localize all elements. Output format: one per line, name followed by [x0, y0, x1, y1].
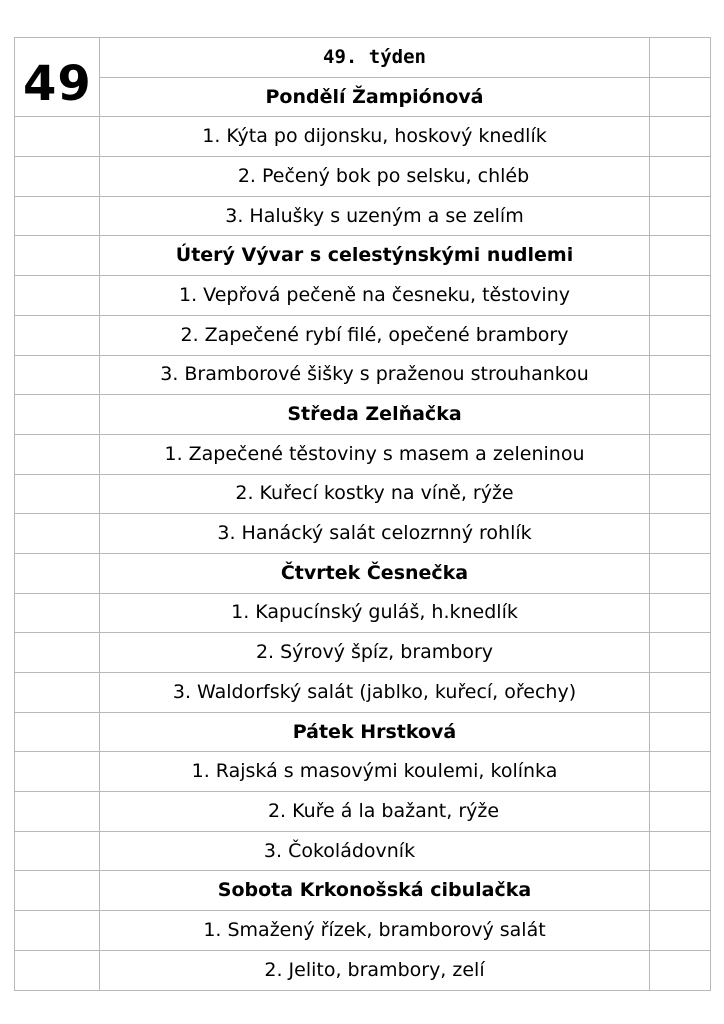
day-header-saturday: Sobota Krkonošská cibulačka — [100, 871, 650, 911]
day-header-monday: Pondělí Žampiónová — [100, 77, 650, 117]
week-number: 49 — [23, 56, 92, 112]
table-row — [15, 395, 711, 435]
menu-item: 2. Zapečené rybí filé, opečené brambory — [100, 315, 650, 355]
table-row — [15, 673, 711, 713]
empty-cell — [650, 38, 711, 78]
menu-item-cell — [100, 792, 650, 832]
empty-cell — [15, 712, 100, 752]
empty-cell — [15, 673, 100, 713]
empty-cell — [15, 633, 100, 673]
table-row — [15, 553, 711, 593]
empty-cell — [650, 395, 711, 435]
table-row — [15, 77, 711, 117]
table-row — [15, 434, 711, 474]
empty-cell — [15, 752, 100, 792]
empty-cell — [650, 117, 711, 157]
table-row — [15, 38, 711, 78]
menu-item: 1. Kýta po dijonsku, hoskový knedlík — [100, 117, 650, 157]
table-row — [15, 355, 711, 395]
empty-cell — [650, 276, 711, 316]
table-row — [15, 236, 711, 276]
table-row — [15, 276, 711, 316]
empty-cell — [650, 355, 711, 395]
empty-cell — [15, 315, 100, 355]
empty-cell — [650, 831, 711, 871]
empty-cell — [15, 434, 100, 474]
empty-cell — [650, 157, 711, 197]
empty-cell — [650, 633, 711, 673]
table-row — [15, 474, 711, 514]
table-row — [15, 593, 711, 633]
week-number-cell — [15, 38, 100, 117]
table-row — [15, 712, 711, 752]
menu-item: 2. Sýrový špíz, brambory — [100, 633, 650, 673]
menu-item-cell — [100, 831, 650, 871]
day-header-friday: Pátek Hrstková — [100, 712, 650, 752]
empty-cell — [650, 752, 711, 792]
empty-cell — [650, 792, 711, 832]
table-row — [15, 117, 711, 157]
menu-item: 2. Kuře á la bažant, rýže — [267, 799, 500, 822]
empty-cell — [15, 950, 100, 990]
menu-item: 1. Kapucínský guláš, h.knedlík — [100, 593, 650, 633]
empty-cell — [15, 831, 100, 871]
table-row — [15, 315, 711, 355]
empty-cell — [650, 553, 711, 593]
empty-cell — [15, 196, 100, 236]
empty-cell — [15, 157, 100, 197]
empty-cell — [650, 871, 711, 911]
empty-cell — [15, 514, 100, 554]
empty-cell — [15, 593, 100, 633]
menu-item-cell — [100, 157, 650, 197]
empty-cell — [650, 474, 711, 514]
empty-cell — [650, 950, 711, 990]
menu-item: 3. Bramborové šišky s praženou strouhankou — [100, 355, 650, 395]
table-row — [15, 911, 711, 951]
week-title: 49. týden — [100, 38, 650, 78]
day-header-wednesday: Středa Zelňačka — [100, 395, 650, 435]
menu-item: 3. Čokoládovník — [263, 839, 416, 862]
empty-cell — [15, 553, 100, 593]
empty-cell — [15, 792, 100, 832]
table-row — [15, 950, 711, 990]
empty-cell — [15, 355, 100, 395]
empty-cell — [650, 673, 711, 713]
empty-cell — [650, 434, 711, 474]
empty-cell — [15, 911, 100, 951]
menu-item: 3. Waldorfský salát (jablko, kuřecí, ořechy) — [100, 673, 650, 713]
table-row — [15, 871, 711, 911]
menu-item: 1. Vepřová pečeně na česneku, těstoviny — [100, 276, 650, 316]
table-row — [15, 831, 711, 871]
menu-item: 2. Pečený bok po selsku, chléb — [237, 164, 530, 187]
table-row — [15, 633, 711, 673]
empty-cell — [650, 911, 711, 951]
weekly-menu-table — [14, 37, 711, 991]
empty-cell — [650, 77, 711, 117]
empty-cell — [650, 593, 711, 633]
empty-cell — [650, 514, 711, 554]
menu-item: 2. Jelito, brambory, zelí — [100, 950, 650, 990]
day-header-thursday: Čtvrtek Česnečka — [100, 553, 650, 593]
menu-item: 1. Zapečené těstoviny s masem a zeleninou — [100, 434, 650, 474]
menu-item: 1. Smažený řízek, bramborový salát — [100, 911, 650, 951]
menu-item: 1. Rajská s masovými koulemi, kolínka — [100, 752, 650, 792]
empty-cell — [650, 712, 711, 752]
table-row — [15, 514, 711, 554]
empty-cell — [15, 871, 100, 911]
table-row — [15, 752, 711, 792]
menu-item: 3. Hanácký salát celozrnný rohlík — [100, 514, 650, 554]
empty-cell — [15, 474, 100, 514]
empty-cell — [650, 196, 711, 236]
menu-item: 2. Kuřecí kostky na víně, rýže — [100, 474, 650, 514]
table-row — [15, 196, 711, 236]
empty-cell — [15, 236, 100, 276]
empty-cell — [650, 236, 711, 276]
menu-item: 3. Halušky s uzeným a se zelím — [100, 196, 650, 236]
empty-cell — [15, 276, 100, 316]
day-header-tuesday: Úterý Vývar s celestýnskými nudlemi — [100, 236, 650, 276]
table-row — [15, 157, 711, 197]
empty-cell — [15, 395, 100, 435]
empty-cell — [15, 117, 100, 157]
empty-cell — [650, 315, 711, 355]
table-row — [15, 792, 711, 832]
